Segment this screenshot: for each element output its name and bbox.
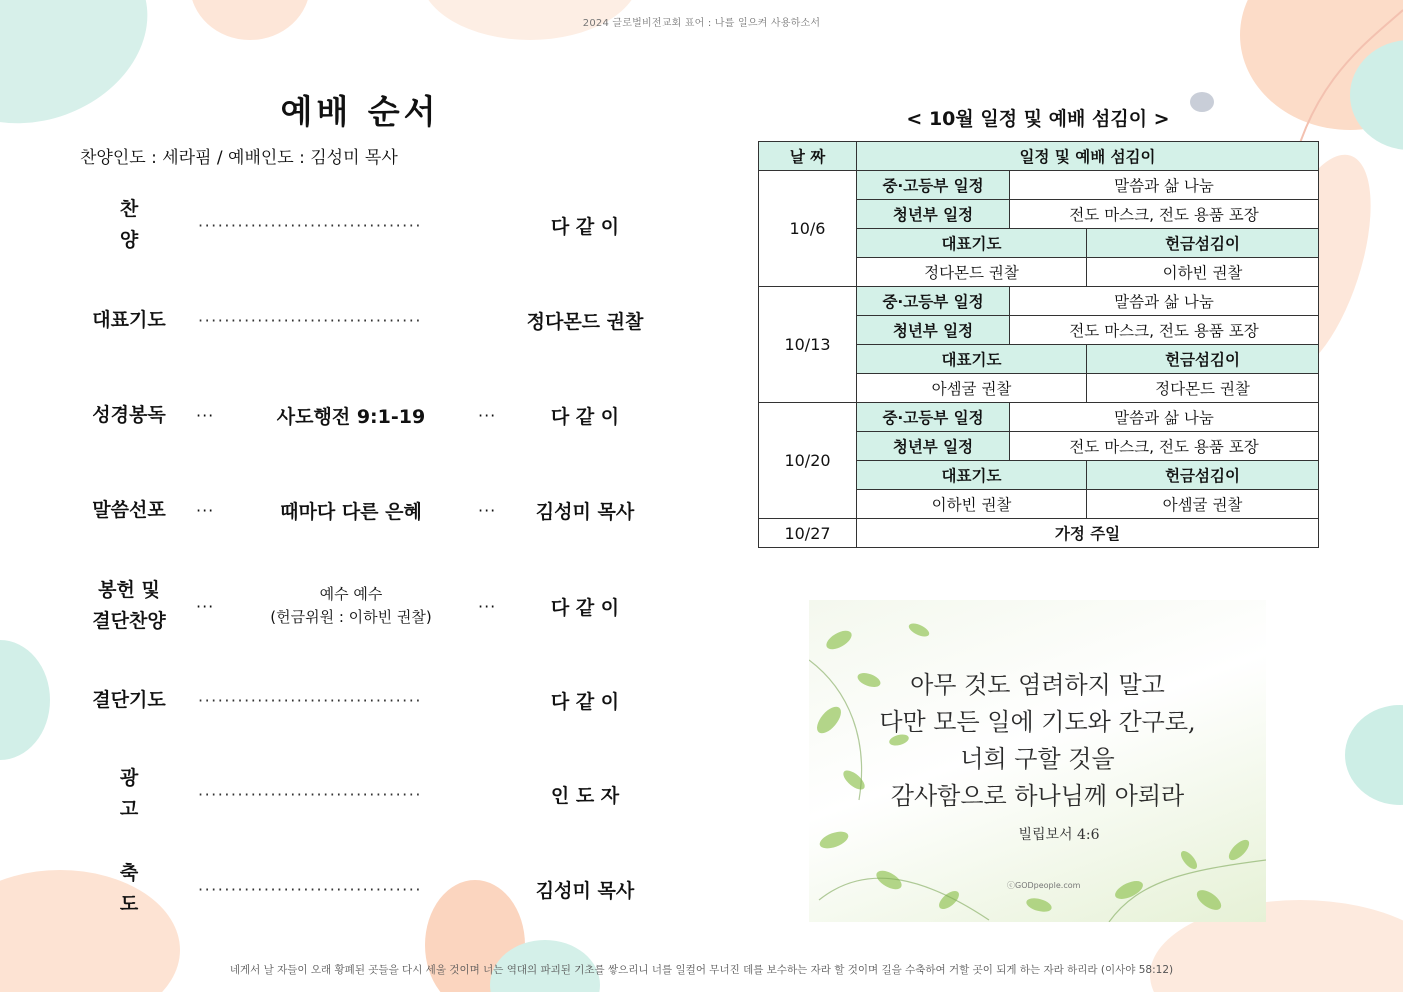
- family-sunday: 가정 주일: [857, 519, 1319, 548]
- young-adult-label: 청년부 일정: [857, 200, 1010, 229]
- order-label: 봉헌 및 결단찬양: [92, 579, 166, 632]
- order-label: 찬 양: [119, 198, 156, 251]
- header-content: 일정 및 예배 섬김이: [857, 142, 1319, 171]
- leader-dots-left: ···: [196, 405, 215, 425]
- verse-reference: 빌립보서 4:6: [1018, 827, 1100, 843]
- prayer-person: 정다몬드 권찰: [857, 258, 1087, 287]
- offering-label: 헌금섬김이: [1087, 461, 1319, 490]
- order-content: 사도행전 9:1-19: [276, 405, 426, 428]
- prayer-label: 대표기도: [857, 461, 1087, 490]
- order-leader: 다 같 이: [550, 405, 620, 428]
- order-leader: 김성미 목사: [535, 500, 635, 523]
- order-label: 성경봉독: [92, 403, 166, 426]
- table-row: [759, 519, 1319, 548]
- week-date: 10/20: [759, 403, 857, 519]
- footer-verse: 네게서 날 자들이 오래 황폐된 곳들을 다시 세울 것이며 너는 역대의 파괴된 기초를 쌓으리니 너를 일컬어 무너진 데를 보수하는 자라 할 것이며 길을 수축하여 거할 곳이 되게 하는 자라 하리라 (이사야 58:12): [229, 964, 1174, 976]
- leader-dots-right: ···: [478, 405, 497, 425]
- order-content: 때마다 다른 은혜: [280, 500, 422, 523]
- order-content: 예수 예수 (헌금위원 : 이하빈 권찰): [270, 585, 432, 626]
- order-item-representative-prayer: [80, 295, 660, 345]
- offering-person: 이하빈 권찰: [1087, 258, 1319, 287]
- leaders-text: 찬양인도 : 세라핌 / 예배인도 : 김성미 목사: [80, 148, 398, 168]
- order-item-benediction: [80, 864, 660, 914]
- order-label: 결단기도: [92, 688, 166, 711]
- young-adult-schedule: 전도 마스크, 전도 용품 포장: [1010, 316, 1319, 345]
- youth-schedule: 말씀과 삶 나눔: [1010, 287, 1319, 316]
- young-adult-schedule: 전도 마스크, 전도 용품 포장: [1010, 432, 1319, 461]
- order-item-sermon: [80, 485, 660, 535]
- worship-order-title: 예배 순서: [280, 92, 440, 131]
- verse-image: [809, 600, 1266, 922]
- leader-dots: ··································: [198, 879, 422, 899]
- youth-label: 중·고등부 일정: [857, 171, 1010, 200]
- order-leader: 다 같 이: [550, 215, 620, 238]
- order-label: 광 고: [119, 767, 156, 820]
- verse-text: 아무 것도 염려하지 말고 다만 모든 일에 기도와 간구로, 너희 구할 것을 감사함으로 하나님께 아뢰라: [879, 671, 1196, 810]
- leader-dots: ··································: [198, 784, 422, 804]
- church-motto-banner: 2024 글로벌비전교회 표어 : 나를 일으켜 사용하소서: [582, 18, 821, 29]
- offering-label: 헌금섬김이: [1087, 345, 1319, 374]
- leader-dots-left: ···: [196, 500, 215, 520]
- mint-blob-right: [1345, 705, 1403, 805]
- table-row: [759, 287, 1319, 316]
- order-leader: 다 같 이: [550, 596, 620, 619]
- leader-dots: ··································: [198, 215, 422, 235]
- young-adult-label: 청년부 일정: [857, 432, 1010, 461]
- leader-dots-left: ···: [196, 596, 215, 616]
- mint-blob-left: [0, 640, 50, 760]
- table-header-row: [759, 142, 1319, 171]
- youth-schedule: 말씀과 삶 나눔: [1010, 403, 1319, 432]
- order-item-praise: [80, 200, 660, 250]
- prayer-person: 아셈굴 권찰: [857, 374, 1087, 403]
- order-leader: 다 같 이: [550, 690, 620, 713]
- order-leader: 김성미 목사: [535, 879, 635, 902]
- order-item-scripture-reading: [80, 390, 660, 440]
- young-adult-label: 청년부 일정: [857, 316, 1010, 345]
- order-item-closing-prayer: [80, 675, 660, 725]
- order-leader: 정다몬드 권찰: [526, 310, 644, 333]
- youth-schedule: 말씀과 삶 나눔: [1010, 171, 1319, 200]
- order-label: 축 도: [119, 862, 156, 915]
- offering-person: 정다몬드 권찰: [1087, 374, 1319, 403]
- offering-person: 아셈굴 권찰: [1087, 490, 1319, 519]
- young-adult-schedule: 전도 마스크, 전도 용품 포장: [1010, 200, 1319, 229]
- youth-label: 중·고등부 일정: [857, 403, 1010, 432]
- prayer-person: 이하빈 권찰: [857, 490, 1087, 519]
- schedule-table: [758, 141, 1319, 548]
- leader-dots-right: ···: [478, 596, 497, 616]
- leaders-line: [80, 143, 398, 168]
- week-date: 10/27: [759, 519, 857, 548]
- order-item-offering: [80, 575, 660, 637]
- prayer-label: 대표기도: [857, 229, 1087, 258]
- week-date: 10/6: [759, 171, 857, 287]
- header-date: 날 짜: [759, 142, 857, 171]
- table-row: [759, 171, 1319, 200]
- leader-dots-right: ···: [478, 500, 497, 520]
- table-row: [759, 403, 1319, 432]
- prayer-label: 대표기도: [857, 345, 1087, 374]
- order-item-announcements: [80, 769, 660, 819]
- leader-dots: ··································: [198, 690, 422, 710]
- youth-label: 중·고등부 일정: [857, 287, 1010, 316]
- leader-dots: ··································: [198, 310, 422, 330]
- order-leader: 인 도 자: [550, 784, 620, 807]
- week-date: 10/13: [759, 287, 857, 403]
- offering-label: 헌금섬김이: [1087, 229, 1319, 258]
- schedule-title: < 10월 일정 및 예배 섬김이 >: [906, 108, 1170, 130]
- image-credit: ⓒGODpeople.com: [1007, 881, 1081, 890]
- order-label: 대표기도: [92, 308, 166, 331]
- order-label: 말씀선포: [92, 498, 166, 521]
